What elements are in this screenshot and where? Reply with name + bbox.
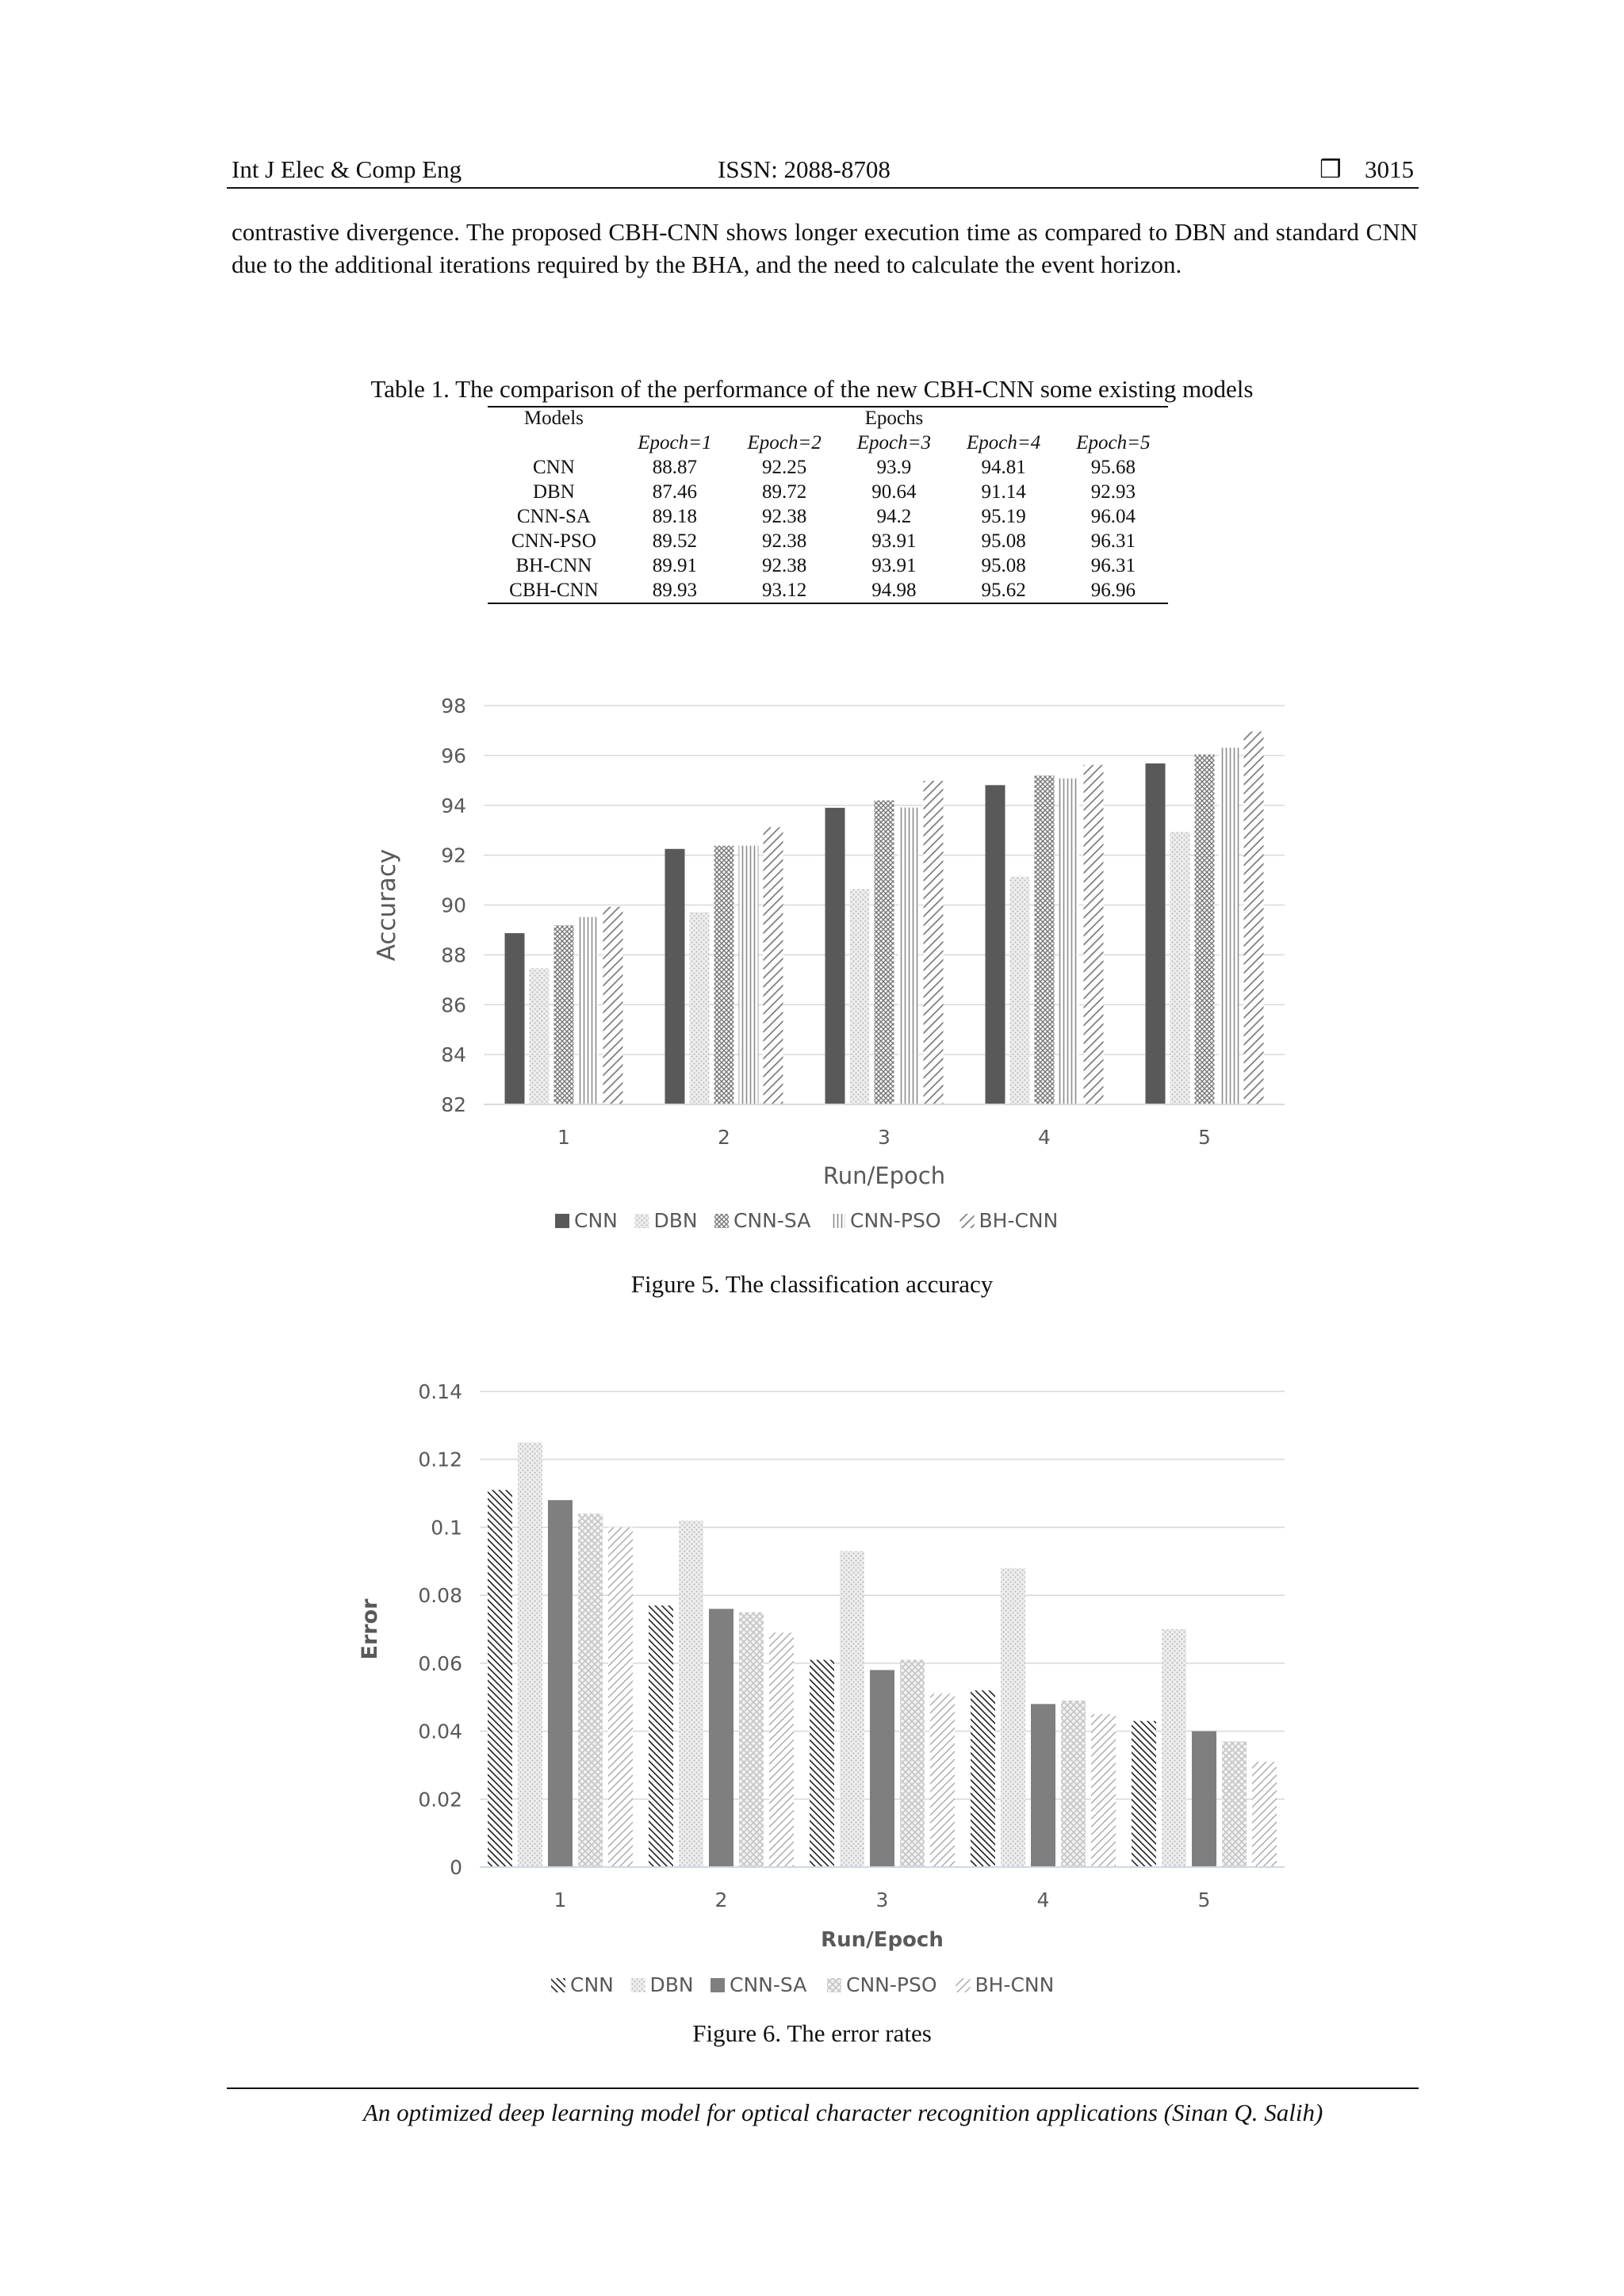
legend-swatch-cnn-sa: [714, 1214, 729, 1228]
bar-cnn-pso-run-5: [1220, 748, 1239, 1104]
bar-cnn-sa-run-1: [548, 1500, 573, 1867]
y-tick-label: 0.02: [418, 1788, 462, 1812]
legend-label-cnn-pso: CNN-PSO: [846, 1973, 937, 1996]
accuracy-cell: 95.19: [981, 506, 1026, 527]
bar-dbn-run-5: [1170, 832, 1190, 1104]
bar-cnn-run-3: [825, 808, 845, 1104]
accuracy-chart: [341, 682, 1324, 1253]
results-table: [488, 406, 1168, 604]
error-chart: [341, 1360, 1324, 2010]
accuracy-cell: 95.68: [1090, 457, 1136, 478]
accuracy-cell: 89.93: [652, 580, 698, 601]
accuracy-cell: 92.93: [1090, 481, 1136, 503]
bar-cnn-run-4: [986, 785, 1005, 1104]
y-tick-label: 90: [441, 894, 466, 917]
x-tick-label: 5: [1198, 1126, 1211, 1149]
y-axis-label: Accuracy: [373, 848, 401, 962]
bar-cnn-run-2: [665, 849, 685, 1104]
bar-cnn-sa-run-4: [1035, 775, 1055, 1104]
accuracy-cell: 92.38: [762, 530, 807, 552]
accuracy-cell: 90.64: [871, 481, 917, 503]
body-paragraph: contrastive divergence. The proposed CBH-CNN shows longer execution time as compared to DBN and standard CNN due to the additional iterations required by the BHA, and the need to calculate the event horizon.: [232, 218, 1418, 278]
bar-cnn-sa-run-3: [875, 800, 894, 1104]
legend-label-cnn-pso: CNN-PSO: [850, 1209, 941, 1232]
bar-bh-cnn-run-2: [769, 1632, 794, 1867]
legend-swatch-cnn-pso: [827, 1978, 841, 1992]
legend-swatch-dbn: [631, 1978, 645, 1992]
bar-cnn-run-5: [1132, 1721, 1156, 1867]
accuracy-cell: 89.72: [762, 481, 807, 503]
accuracy-cell: 96.04: [1090, 506, 1136, 527]
y-tick-label: 84: [441, 1043, 466, 1067]
accuracy-cell: 89.18: [652, 506, 698, 527]
accuracy-cell: 89.52: [652, 530, 698, 552]
epoch-label: Epoch=3: [856, 432, 931, 453]
figure6-caption: Figure 6. The error rates: [692, 2019, 932, 2047]
x-tick-label: 5: [1197, 1888, 1211, 1911]
y-tick-label: 0: [450, 1856, 462, 1879]
legend-swatch-bh-cnn: [960, 1214, 975, 1228]
accuracy-cell: 87.46: [652, 481, 698, 503]
accuracy-cell: 92.38: [762, 506, 807, 527]
bar-cnn-pso-run-3: [900, 1660, 925, 1867]
epochs-header: Epochs: [864, 408, 924, 429]
models-header: Models: [523, 408, 584, 429]
x-axis-label: Run/Epoch: [821, 1928, 944, 1952]
bar-cnn-sa-run-4: [1031, 1704, 1055, 1867]
table-caption: Table 1. The comparison of the performance of the new CBH-CNN some existing models: [370, 375, 1254, 403]
bar-bh-cnn-run-1: [608, 1527, 633, 1867]
model-name-cell: CNN-SA: [516, 506, 591, 527]
model-name-cell: CBH-CNN: [509, 580, 599, 601]
y-tick-label: 0.12: [418, 1448, 462, 1471]
bar-dbn-run-3: [840, 1551, 864, 1867]
accuracy-cell: 93.12: [762, 580, 807, 601]
accuracy-cell: 93.91: [871, 530, 917, 552]
legend-swatch-bh-cnn: [956, 1978, 971, 1992]
bar-cnn-pso-run-2: [739, 1613, 764, 1867]
legend-label-bh-cnn: BH-CNN: [979, 1209, 1059, 1232]
footer-rule: [227, 2087, 1419, 2089]
bar-bh-cnn-run-3: [930, 1693, 955, 1867]
y-tick-label: 0.06: [418, 1651, 462, 1675]
bar-cnn-run-4: [971, 1690, 995, 1867]
bar-bh-cnn-run-4: [1091, 1714, 1116, 1867]
x-tick-label: 1: [557, 1126, 570, 1149]
legend-swatch-cnn: [555, 1214, 569, 1228]
bar-bh-cnn-run-5: [1252, 1762, 1277, 1867]
bar-cnn-pso-run-4: [1059, 779, 1079, 1104]
model-name-cell: DBN: [533, 481, 575, 503]
x-tick-label: 3: [875, 1888, 889, 1911]
bar-cnn-run-2: [649, 1605, 673, 1867]
accuracy-cell: 94.98: [871, 580, 917, 601]
accuracy-cell: 95.08: [981, 530, 1026, 552]
accuracy-cell: 89.91: [652, 555, 698, 576]
y-tick-label: 0.04: [418, 1720, 462, 1743]
page-mark-icon: ❒: [1320, 155, 1342, 183]
bar-cnn-pso-run-1: [579, 917, 599, 1104]
results-table-body: [488, 455, 1168, 603]
y-tick-label: 0.14: [418, 1380, 462, 1403]
model-name-cell: BH-CNN: [515, 555, 592, 576]
x-tick-label: 4: [1038, 1126, 1051, 1149]
epoch-label: Epoch=1: [638, 432, 712, 453]
epoch-label: Epoch=2: [747, 432, 822, 453]
accuracy-cell: 93.91: [871, 555, 917, 576]
accuracy-cell: 91.14: [981, 481, 1026, 503]
model-name-cell: CNN-PSO: [511, 530, 596, 552]
footer-citation: An optimized deep learning model for optical character recognition applications (Sinan Q. Salih): [363, 2099, 1323, 2126]
table-row: [488, 480, 1168, 504]
accuracy-cell: 96.31: [1090, 530, 1136, 552]
accuracy-cell: 96.31: [1090, 555, 1136, 576]
running-header-journal: Int J Elec & Comp Eng: [232, 155, 462, 183]
accuracy-cell: 92.25: [762, 457, 807, 478]
bar-dbn-run-1: [518, 1442, 542, 1867]
accuracy-cell: 94.81: [981, 457, 1026, 478]
bar-bh-cnn-run-5: [1244, 732, 1264, 1104]
bar-cnn-sa-run-3: [870, 1670, 894, 1867]
accuracy-cell: 92.38: [762, 555, 807, 576]
bar-dbn-run-3: [850, 889, 870, 1104]
legend-swatch-cnn-pso: [831, 1214, 845, 1228]
bar-cnn-pso-run-3: [899, 808, 919, 1104]
x-tick-label: 2: [718, 1126, 730, 1149]
bar-cnn-sa-run-2: [714, 846, 734, 1104]
legend-label-bh-cnn: BH-CNN: [975, 1973, 1055, 1996]
running-header-issn: ISSN: 2088-8708: [718, 155, 891, 183]
x-tick-label: 1: [553, 1888, 567, 1911]
bar-cnn-pso-run-1: [578, 1513, 603, 1867]
x-tick-label: 3: [878, 1126, 891, 1149]
bar-bh-cnn-run-3: [924, 781, 944, 1104]
bar-cnn-sa-run-5: [1192, 1732, 1216, 1867]
y-tick-label: 98: [441, 695, 466, 718]
x-axis-label: Run/Epoch: [822, 1162, 946, 1189]
x-tick-label: 2: [714, 1888, 728, 1911]
legend-swatch-cnn-sa: [710, 1978, 725, 1992]
y-tick-label: 94: [441, 794, 466, 817]
epoch-label: Epoch=5: [1076, 432, 1151, 453]
table-row: [488, 529, 1168, 553]
accuracy-cell: 96.96: [1090, 580, 1136, 601]
y-tick-label: 86: [441, 993, 466, 1017]
accuracy-cell: 95.62: [981, 580, 1026, 601]
y-tick-label: 82: [441, 1093, 466, 1116]
y-tick-label: 0.1: [431, 1516, 462, 1540]
bar-dbn-run-1: [530, 968, 550, 1104]
legend-label-dbn: DBN: [649, 1973, 694, 1996]
x-tick-label: 4: [1036, 1888, 1050, 1911]
model-name-cell: CNN: [533, 457, 575, 478]
table-row: [488, 504, 1168, 529]
legend-label-dbn: DBN: [653, 1209, 698, 1232]
epoch-label: Epoch=4: [966, 432, 1041, 453]
bar-dbn-run-2: [679, 1521, 703, 1867]
bar-cnn-run-1: [505, 933, 525, 1104]
bar-dbn-run-2: [690, 912, 710, 1104]
accuracy-cell: 88.87: [652, 457, 698, 478]
legend-label-cnn: CNN: [574, 1209, 618, 1232]
bar-cnn-run-3: [810, 1660, 834, 1867]
bar-cnn-run-5: [1146, 763, 1166, 1104]
accuracy-cell: 93.9: [876, 457, 912, 478]
accuracy-cell: 95.08: [981, 555, 1026, 576]
header-rule: [227, 187, 1419, 189]
bar-bh-cnn-run-1: [603, 907, 623, 1104]
y-tick-label: 0.08: [418, 1584, 462, 1608]
table-row: [488, 578, 1168, 603]
bar-bh-cnn-run-4: [1084, 765, 1104, 1104]
bar-cnn-pso-run-4: [1061, 1701, 1086, 1867]
legend-label-cnn-sa: CNN-SA: [730, 1973, 807, 1996]
page-number: 3015: [1365, 155, 1414, 183]
y-axis-label: Error: [358, 1598, 382, 1660]
y-tick-label: 92: [441, 844, 466, 867]
legend-label-cnn: CNN: [570, 1973, 614, 1996]
bar-dbn-run-4: [1010, 877, 1030, 1104]
y-tick-label: 88: [441, 943, 466, 967]
table-row: [488, 455, 1168, 480]
legend-label-cnn-sa: CNN-SA: [733, 1209, 811, 1232]
bar-cnn-run-1: [488, 1490, 512, 1867]
table-row: [488, 553, 1168, 578]
bar-cnn-sa-run-5: [1195, 755, 1215, 1104]
accuracy-cell: 94.2: [876, 506, 912, 527]
legend-swatch-cnn: [551, 1978, 565, 1992]
bar-cnn-sa-run-1: [554, 925, 574, 1104]
bar-cnn-pso-run-5: [1222, 1741, 1247, 1867]
bar-dbn-run-5: [1162, 1629, 1186, 1867]
bar-cnn-pso-run-2: [739, 846, 759, 1104]
y-tick-label: 96: [441, 744, 466, 767]
bar-bh-cnn-run-2: [764, 827, 783, 1104]
bar-cnn-sa-run-2: [709, 1609, 733, 1867]
legend-swatch-dbn: [635, 1214, 649, 1228]
bar-dbn-run-4: [1001, 1568, 1025, 1867]
figure5-caption: Figure 5. The classification accuracy: [630, 1270, 994, 1298]
